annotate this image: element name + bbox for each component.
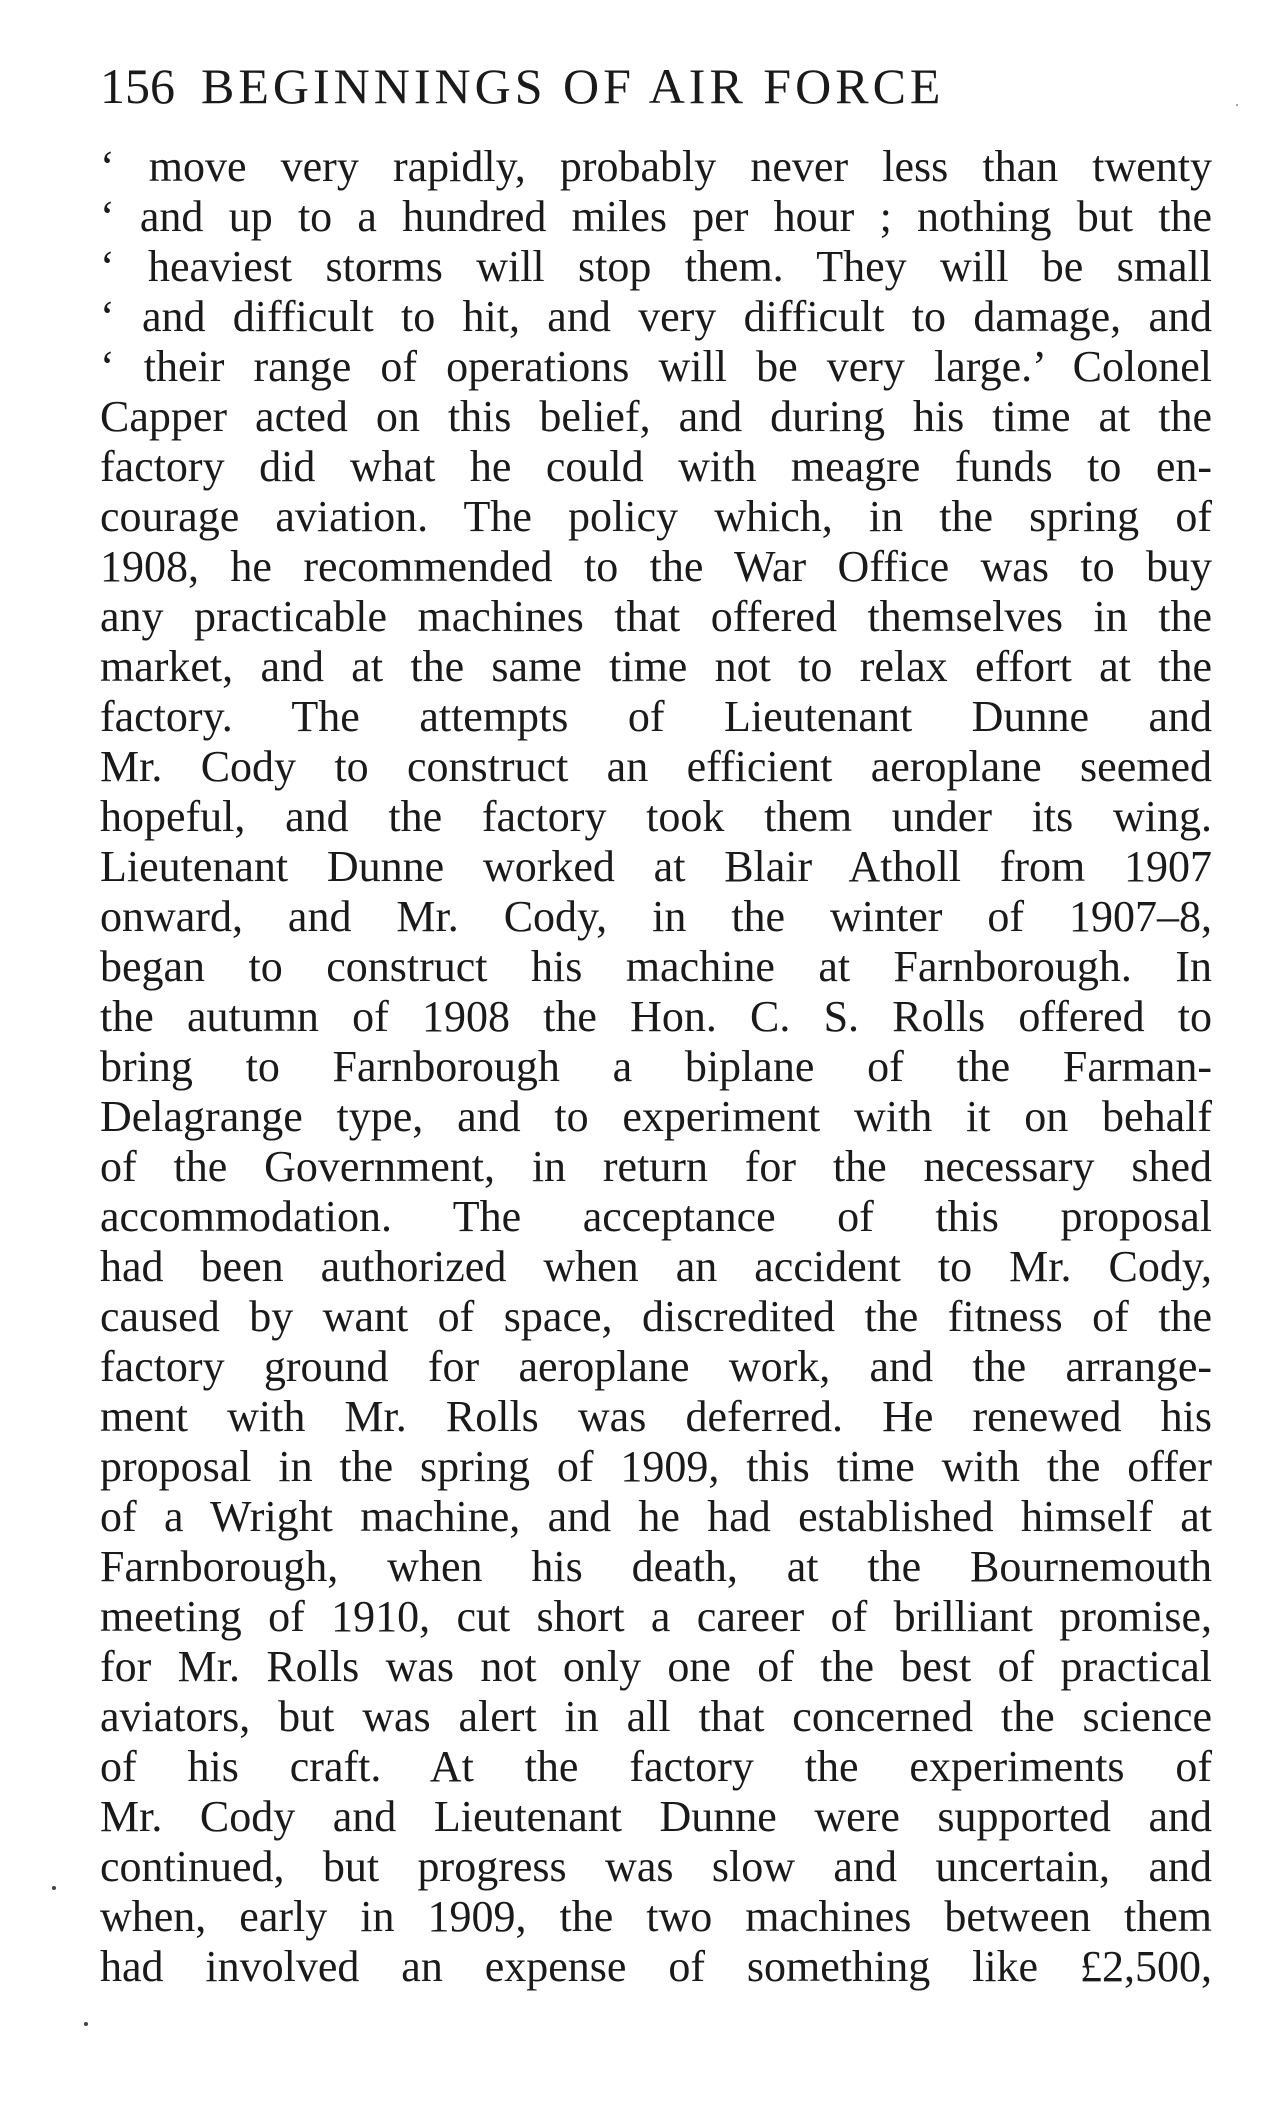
running-head [100,56,1220,116]
text-line: accommodation. The acceptance of this proposal [100,1192,1212,1241]
text-line: aviators, but was alert in all that concerned the science [100,1692,1212,1741]
text-line: factory did what he could with meagre funds to en- [100,442,1212,491]
text-line: of his craft. At the factory the experiments of [100,1742,1212,1791]
text-line: the autumn of 1908 the Hon. C. S. Rolls offered to [100,992,1212,1041]
running-title: BEGINNINGS OF AIR FORCE [201,58,945,114]
text-line: onward, and Mr. Cody, in the winter of 1907–8, [100,892,1212,941]
text-line: any practicable machines that offered themselves in the [100,592,1212,641]
text-line: meeting of 1910, cut short a career of brilliant promise, [100,1592,1212,1641]
text-line: ‘ and up to a hundred miles per hour ; nothing but the [100,192,1212,241]
text-line: 1908, he recommended to the War Office was to buy [100,542,1212,591]
text-line: caused by want of space, discredited the fitness of the [100,1292,1212,1341]
text-line: when, early in 1909, the two machines between them [100,1892,1212,1941]
stray-ink-dot [52,1886,56,1890]
text-line: factory ground for aeroplane work, and the arrange- [100,1342,1212,1391]
text-line: courage aviation. The policy which, in the spring of [100,492,1212,541]
text-line: factory. The attempts of Lieutenant Dunne and [100,692,1212,741]
text-line: continued, but progress was slow and uncertain, and [100,1842,1212,1891]
text-line: had been authorized when an accident to Mr. Cody, [100,1242,1212,1291]
text-line: Lieutenant Dunne worked at Blair Atholl from 1907 [100,842,1212,891]
text-line: market, and at the same time not to relax effort at the [100,642,1212,691]
text-line: had involved an expense of something like £2,500, [100,1942,1212,1991]
text-line: ‘ their range of operations will be very large.’ Colonel [100,342,1212,391]
text-line: Mr. Cody and Lieutenant Dunne were supported and [100,1792,1212,1841]
stray-ink-dot [1236,104,1238,106]
text-line: Delagrange type, and to experiment with it on behalf [100,1092,1212,1141]
text-line: ‘ heaviest storms will stop them. They will be small [100,242,1212,291]
text-line: of the Government, in return for the necessary shed [100,1142,1212,1191]
text-line: for Mr. Rolls was not only one of the best of practical [100,1642,1212,1691]
text-line: bring to Farnborough a biplane of the Farman- [100,1042,1212,1091]
text-line: proposal in the spring of 1909, this time with the offer [100,1442,1212,1491]
text-line: ‘ move very rapidly, probably never less than twenty [100,142,1212,191]
text-line: ‘ and difficult to hit, and very difficult to damage, and [100,292,1212,341]
text-line: ment with Mr. Rolls was deferred. He renewed his [100,1392,1212,1441]
text-line: of a Wright machine, and he had established himself at [100,1492,1212,1541]
text-line: began to construct his machine at Farnborough. In [100,942,1212,991]
stray-ink-dot [84,2022,88,2026]
text-line: Mr. Cody to construct an efficient aeroplane seemed [100,742,1212,791]
text-line: Capper acted on this belief, and during his time at the [100,392,1212,441]
text-line: hopeful, and the factory took them under its wing. [100,792,1212,841]
body-text [100,142,1212,1992]
page-number: 156 [100,58,175,114]
text-line: Farnborough, when his death, at the Bournemouth [100,1542,1212,1591]
